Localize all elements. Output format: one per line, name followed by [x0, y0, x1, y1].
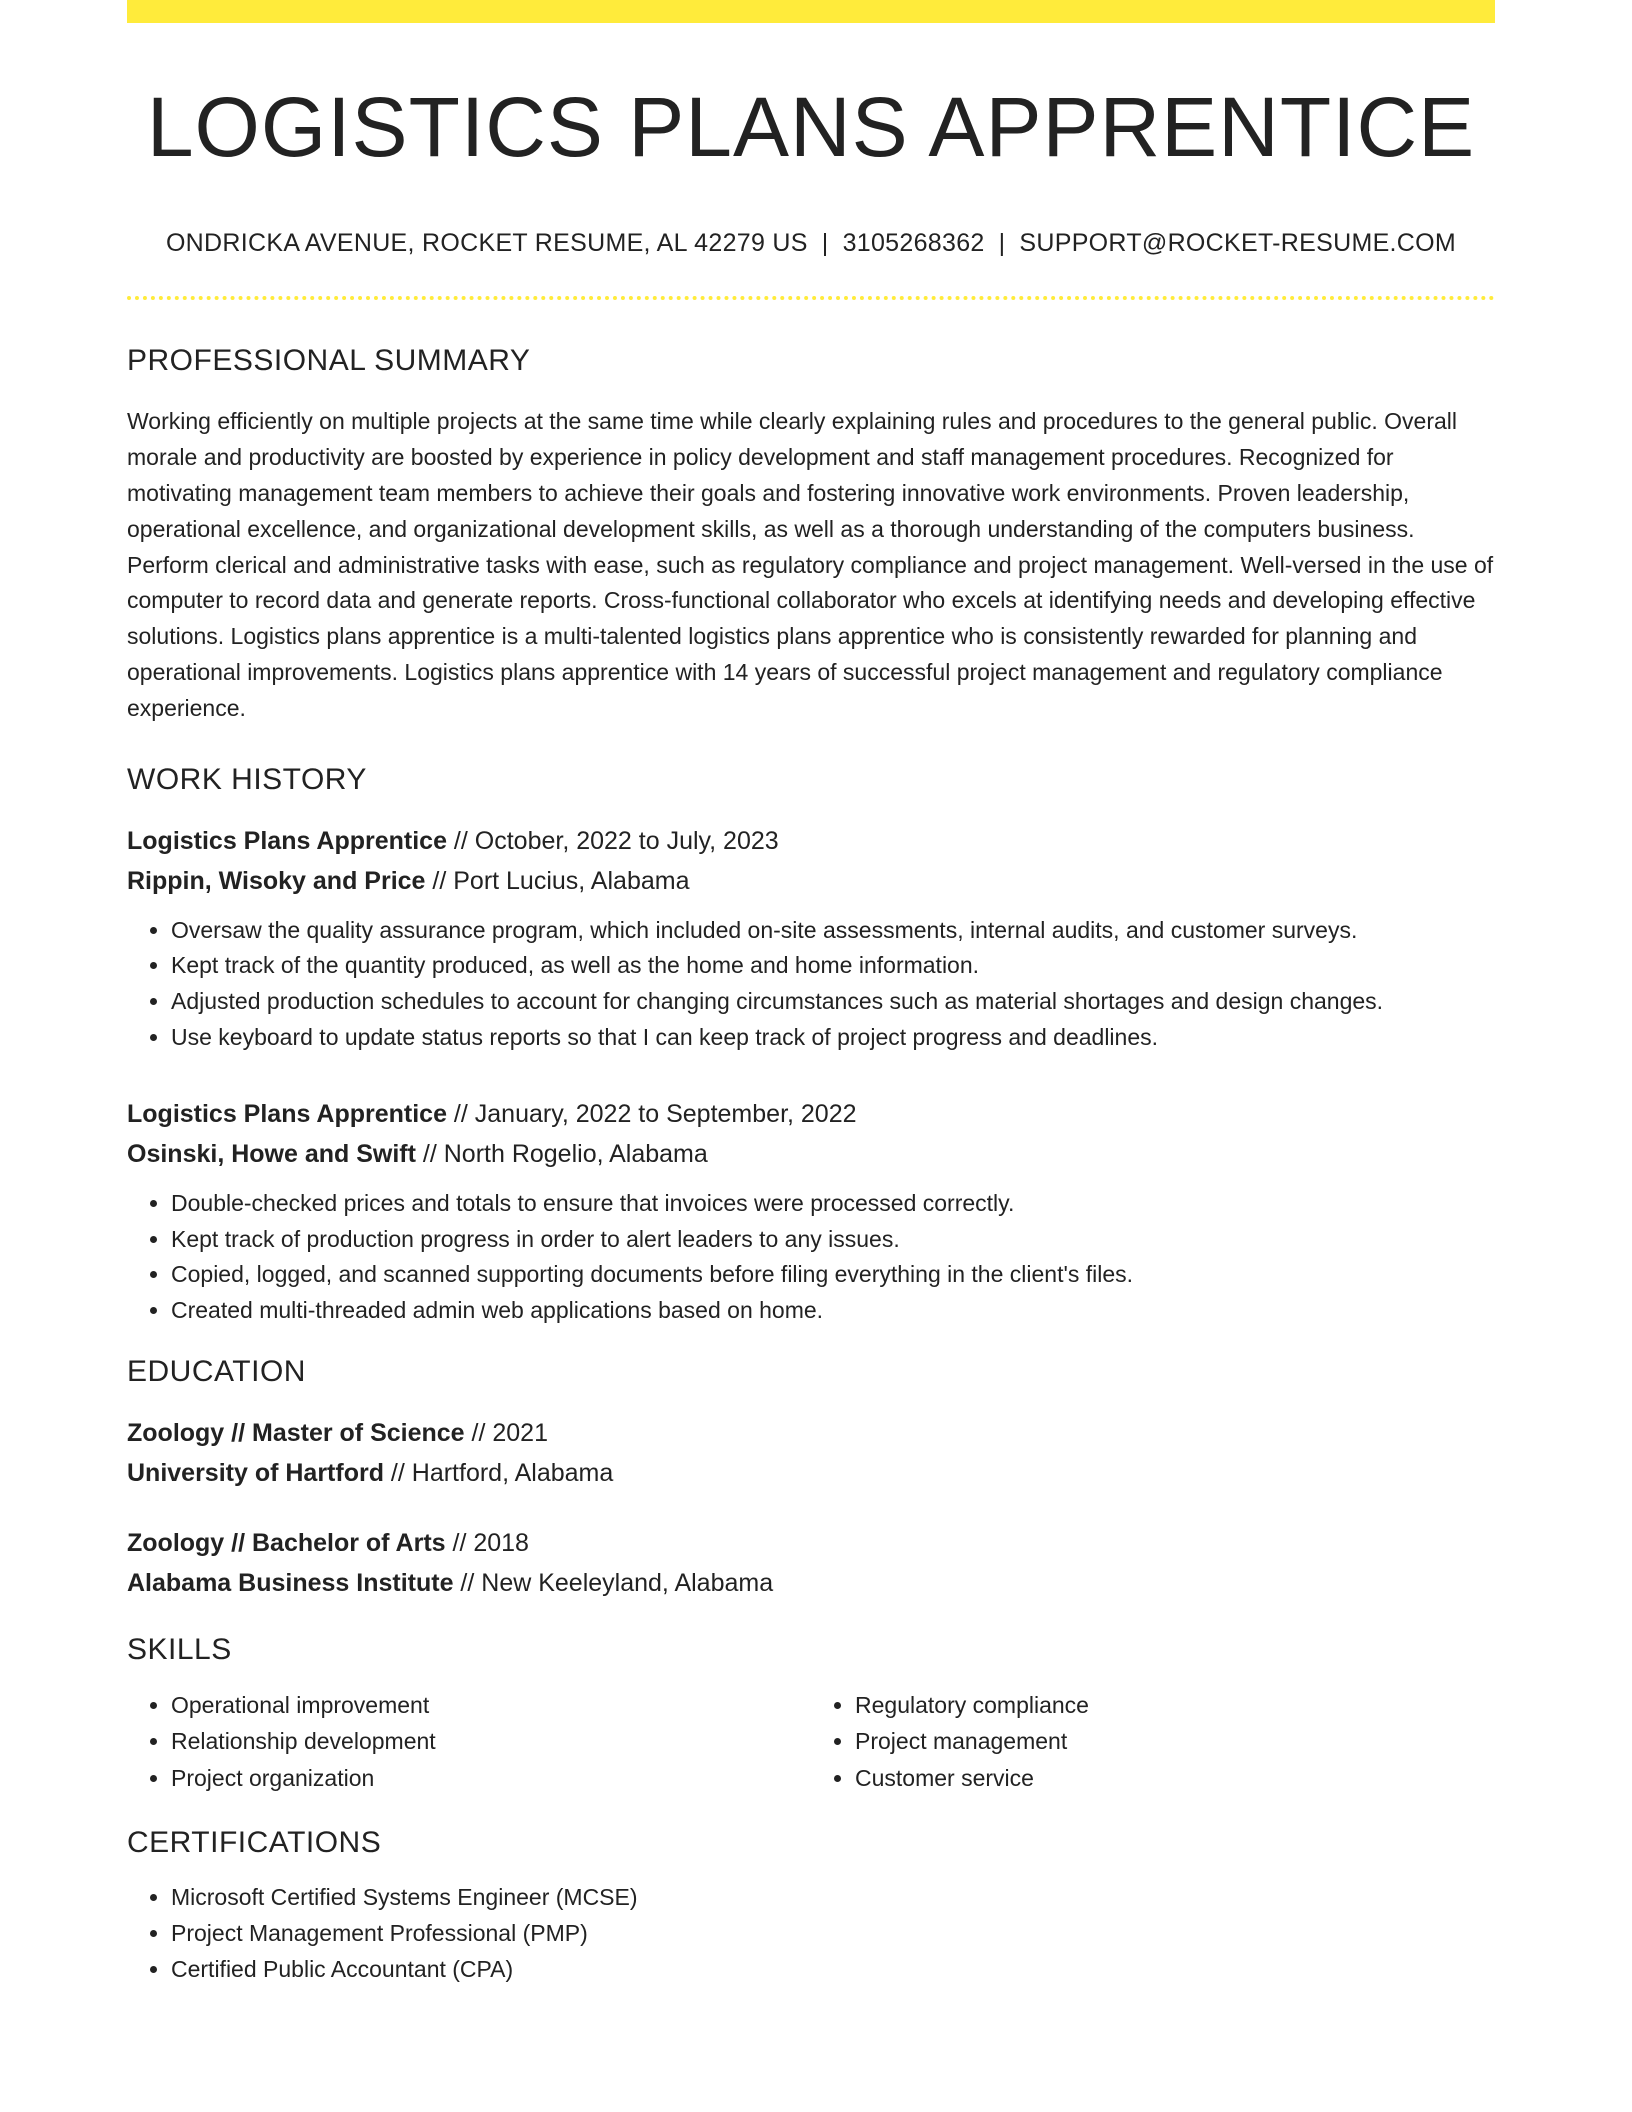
job-location: // Port Lucius, Alabama [425, 866, 690, 895]
list-item: • Created multi-threaded admin web applications based on home. [171, 1293, 1495, 1329]
education-degree-line [127, 1523, 1495, 1563]
contact-address: ONDRICKA AVENUE, ROCKET RESUME, AL 42279 US [165, 229, 808, 258]
contact-email: SUPPORT@ROCKET-RESUME.COM [1019, 229, 1457, 258]
education-entry [127, 1413, 1495, 1493]
education-year: // 2021 [464, 1418, 548, 1447]
job-bullets [127, 1186, 1495, 1329]
education-school: Alabama Business Institute [127, 1568, 454, 1597]
contact-separator: | [821, 229, 829, 258]
education-location: // New Keeleyland, Alabama [453, 1568, 774, 1597]
skill-item: • Project management [855, 1723, 1495, 1760]
skill-item: • Relationship development [171, 1723, 811, 1760]
section-title-summary: PROFESSIONAL SUMMARY [127, 344, 531, 378]
education-degree-line [127, 1413, 1495, 1453]
list-item: • Kept track of the quantity produced, as well as the home and home information. [171, 948, 1495, 984]
list-item: • Kept track of production progress in order to alert leaders to any issues. [171, 1222, 1495, 1258]
summary-section [127, 344, 1495, 726]
job-role: Logistics Plans Apprentice [127, 826, 447, 855]
skill-item: • Project organization [171, 1760, 811, 1797]
job-company: Rippin, Wisoky and Price [127, 866, 426, 895]
education-school-line [127, 1453, 1495, 1493]
contact-phone: 3105268362 [842, 229, 985, 258]
education-year: // 2018 [445, 1528, 529, 1557]
certification-item: • Project Management Professional (PMP) [171, 1916, 1495, 1952]
education-location: // Hartford, Alabama [383, 1458, 614, 1487]
contact-separator: | [998, 229, 1006, 258]
job-role-line [127, 1094, 1495, 1134]
section-title-education: EDUCATION [127, 1354, 306, 1388]
work-history-section [127, 763, 1495, 1329]
skill-item: • Operational improvement [171, 1687, 811, 1724]
skill-item: • Customer service [855, 1760, 1495, 1797]
contact-line [127, 229, 1495, 258]
job-entry [127, 821, 1495, 1056]
skills-grid [127, 1687, 1495, 1797]
section-title-skills: SKILLS [127, 1632, 232, 1666]
section-title-work: WORK HISTORY [127, 762, 367, 796]
section-title-certifications: CERTIFICATIONS [127, 1826, 382, 1860]
skills-column-left [127, 1687, 811, 1797]
job-role-line [127, 821, 1495, 861]
job-dates: // October, 2022 to July, 2023 [446, 826, 779, 855]
skills-column-right [811, 1687, 1495, 1797]
skill-item: • Regulatory compliance [855, 1687, 1495, 1724]
list-item: • Copied, logged, and scanned supporting documents before filing everything in the client's files. [171, 1257, 1495, 1293]
education-school-line [127, 1563, 1495, 1603]
certification-item: • Microsoft Certified Systems Engineer (MCSE) [171, 1880, 1495, 1916]
list-item: • Adjusted production schedules to account for changing circumstances such as material shortages and design changes. [171, 984, 1495, 1020]
education-entry [127, 1523, 1495, 1603]
education-degree: Zoology // Bachelor of Arts [127, 1528, 446, 1557]
list-item: • Oversaw the quality assurance program, which included on-site assessments, internal audits, and customer surveys. [171, 913, 1495, 949]
education-school: University of Hartford [127, 1458, 384, 1487]
job-role: Logistics Plans Apprentice [127, 1099, 447, 1128]
summary-text: Working efficiently on multiple projects at the same time while clearly explaining rules and procedures to the general public. Overall morale and productivity are boosted by experience in policy development and staff management procedures. Recognized for motivating management team members to achieve their goals and fostering innovative work environments. Proven leadership, operational excellence, and organizational development skills, as well as a thorough understanding of the computers business. Perform clerical and administrative tasks with ease, such as regulatory compliance and project management. Well-versed in the use of computer to record data and generate reports. Cross-functional collaborator who excels at identifying needs and developing effective solutions. Logistics plans apprentice is a multi-talented logistics plans apprentice who is consistently rewarded for planning and operational improvements. Logistics plans apprentice with 14 years of successful project management and regulatory compliance experience. [127, 408, 1494, 721]
education-section [127, 1355, 1495, 1603]
education-degree: Zoology // Master of Science [127, 1418, 465, 1447]
top-accent-bar [127, 0, 1495, 23]
job-dates: // January, 2022 to September, 2022 [446, 1099, 857, 1128]
job-company-line [127, 861, 1495, 901]
skills-section [127, 1633, 1495, 1797]
resume-name-title: LOGISTICS PLANS APPRENTICE [146, 80, 1476, 174]
job-location: // North Rogelio, Alabama [415, 1139, 708, 1168]
list-item: • Double-checked prices and totals to ensure that invoices were processed correctly. [171, 1186, 1495, 1222]
job-entry [127, 1094, 1495, 1329]
resume-page [127, 0, 1495, 1988]
job-company: Osinski, Howe and Swift [127, 1139, 416, 1168]
job-company-line [127, 1134, 1495, 1174]
certifications-list [127, 1880, 1495, 1987]
list-item: • Use keyboard to update status reports so that I can keep track of project progress and deadlines. [171, 1020, 1495, 1056]
certification-item: • Certified Public Accountant (CPA) [171, 1952, 1495, 1988]
job-bullets [127, 913, 1495, 1056]
dotted-divider [127, 296, 1495, 300]
certifications-section [127, 1826, 1495, 1987]
